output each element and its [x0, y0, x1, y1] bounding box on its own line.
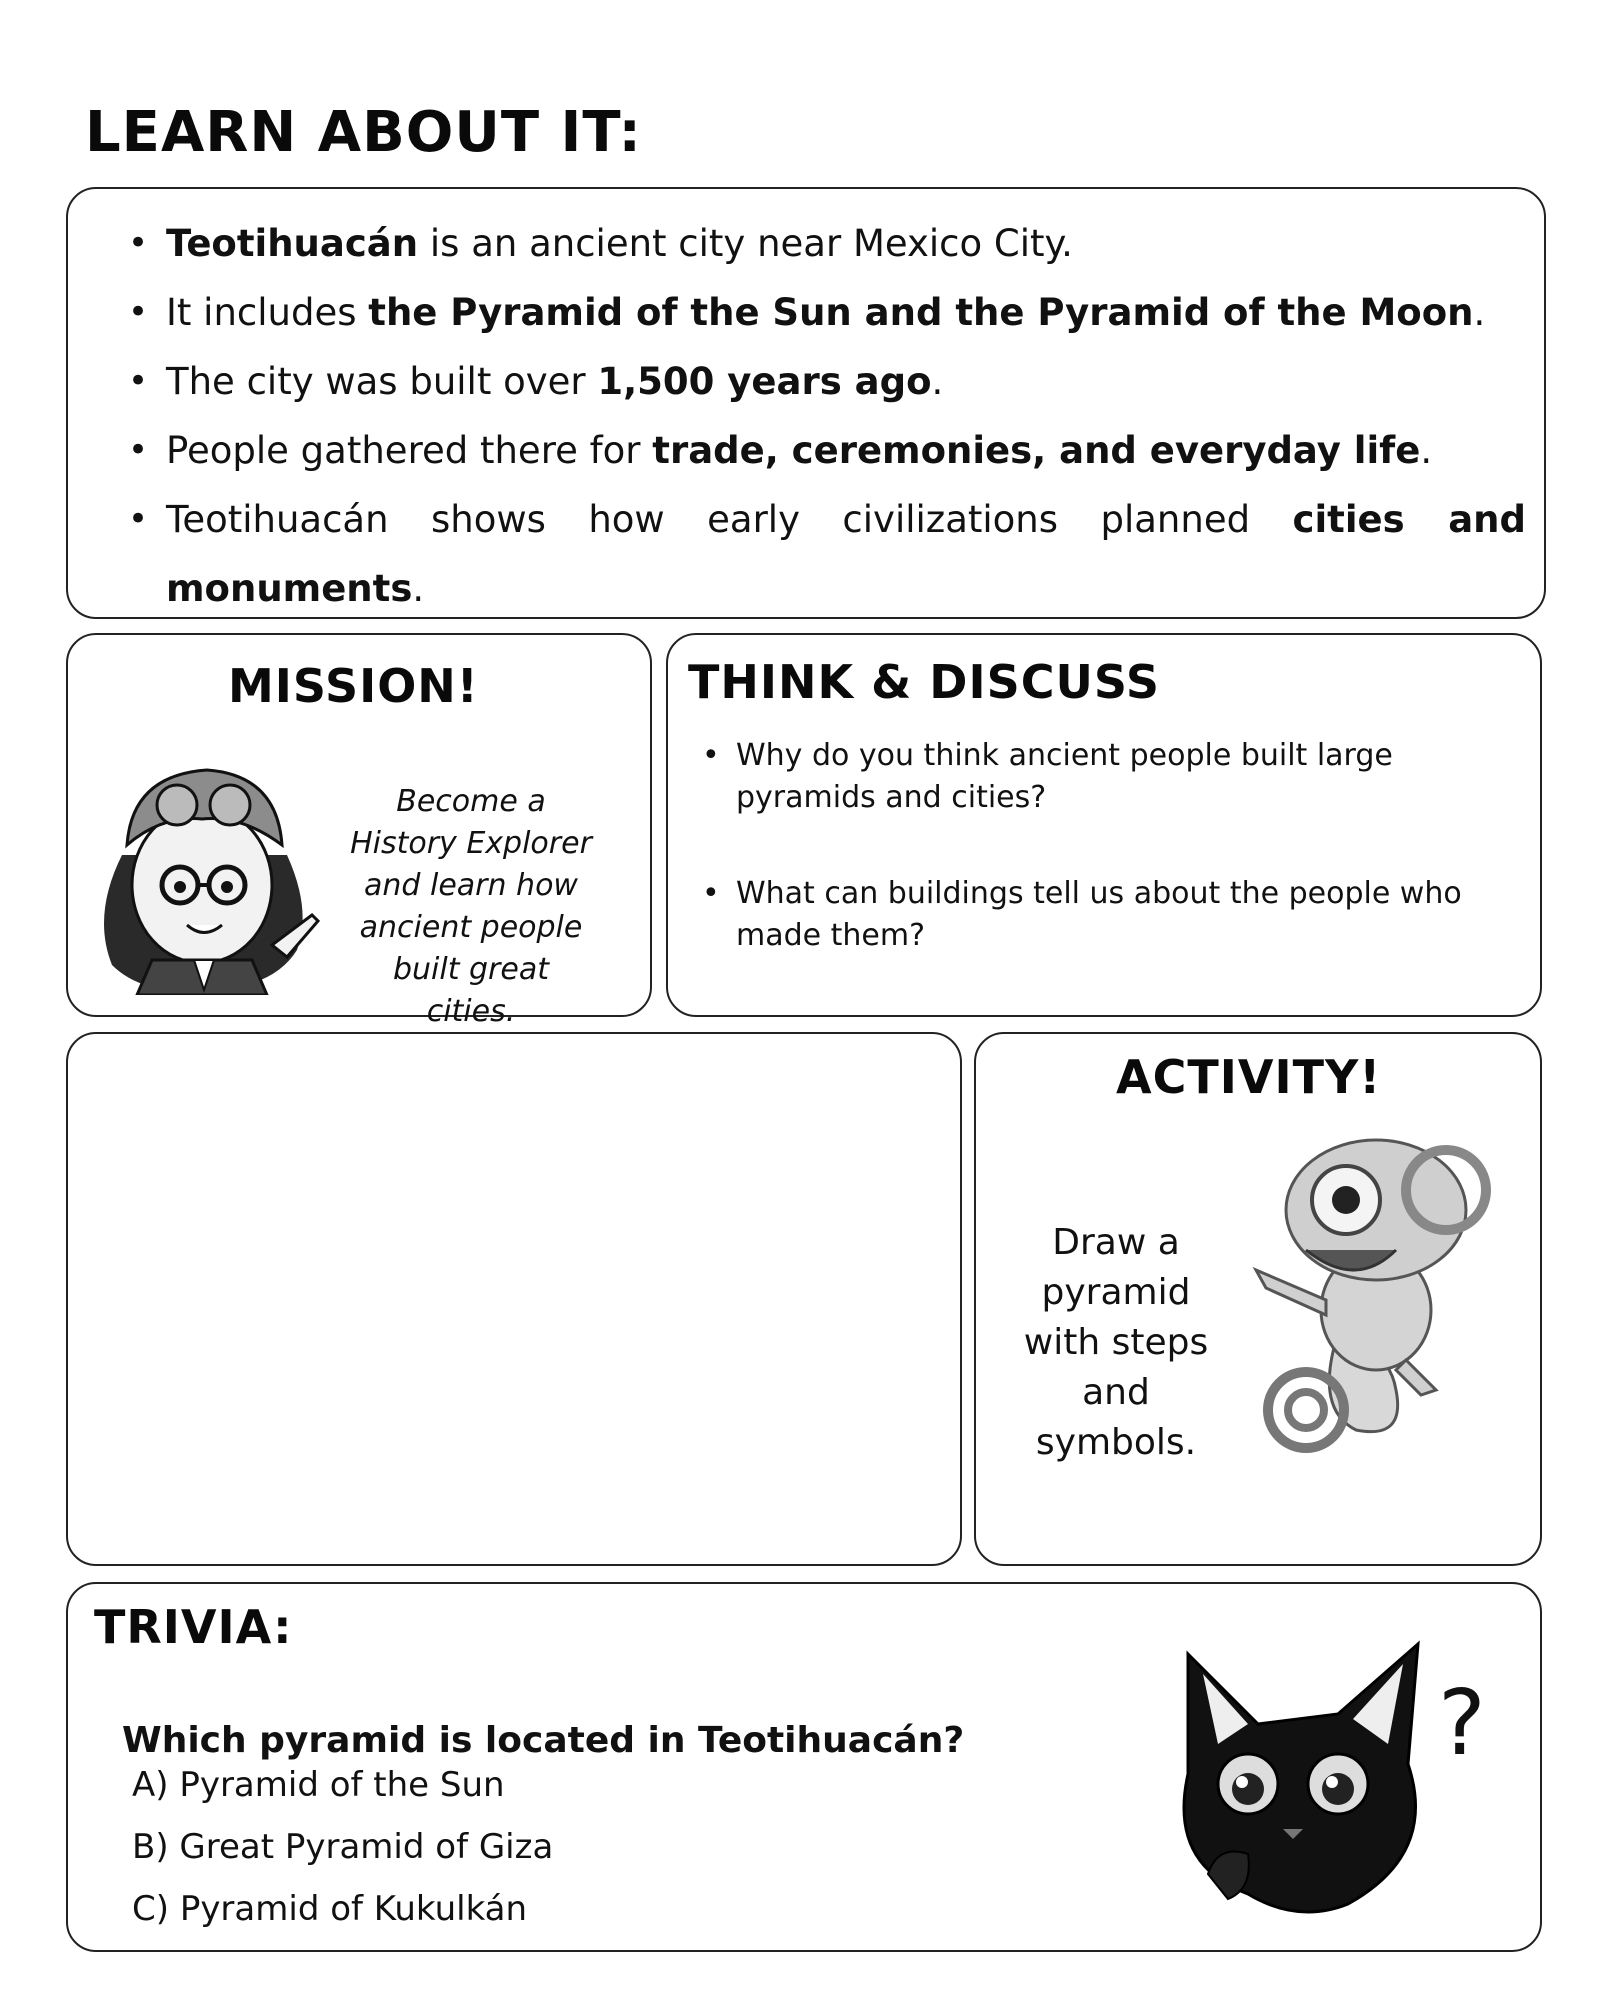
mission-heading: MISSION! — [228, 659, 479, 713]
trivia-heading: TRIVIA: — [94, 1600, 293, 1654]
activity-text: Draw a pyramid with steps and symbols. — [1023, 1222, 1209, 1463]
trivia-option[interactable]: B) Great Pyramid of Giza — [132, 1827, 554, 1867]
learn-heading: LEARN ABOUT IT: — [85, 100, 642, 165]
learn-item: • People gathered there for trade, ceremonies, and everyday life. — [166, 416, 1526, 485]
learn-list — [166, 209, 1526, 623]
trivia-option[interactable]: A) Pyramid of the Sun — [132, 1765, 505, 1805]
learn-box — [66, 187, 1546, 619]
question-mark: ? — [1438, 1671, 1486, 1776]
learn-item: • Teotihuacán is an ancient city near Mexico City. — [166, 209, 1526, 278]
trivia-options — [132, 1754, 553, 1940]
trivia-question: Which pyramid is located in Teotihuacán? — [122, 1720, 965, 1761]
trivia-option[interactable]: C) Pyramid of Kukulkán — [132, 1889, 528, 1929]
explorer-girl-illustration — [82, 735, 332, 995]
think-box — [666, 633, 1542, 1017]
activity-box — [974, 1032, 1542, 1566]
think-item: • Why do you think ancient people built large pyramids and cities? — [736, 735, 1516, 819]
learn-item: • Teotihuacán shows how early civilizations planned cities and monuments. — [166, 485, 1526, 623]
mission-text: Become a History Explorer and learn how ancient people built great cities. — [350, 784, 592, 1029]
mission-box — [66, 633, 652, 1029]
think-heading: THINK & DISCUSS — [688, 655, 1161, 709]
chameleon-illustration — [1246, 1130, 1516, 1470]
learn-item: • The city was built over 1,500 years ago. — [166, 347, 1526, 416]
black-cat-illustration — [1148, 1634, 1508, 1934]
think-list — [736, 735, 1516, 1011]
think-item: • What can buildings tell us about the people who made them? — [736, 873, 1516, 957]
trivia-box — [66, 1582, 1542, 1952]
learn-item: • It includes the Pyramid of the Sun and the Pyramid of the Moon. — [166, 278, 1526, 347]
drawing-area[interactable] — [66, 1032, 962, 1566]
activity-heading: ACTIVITY! — [1116, 1050, 1382, 1104]
